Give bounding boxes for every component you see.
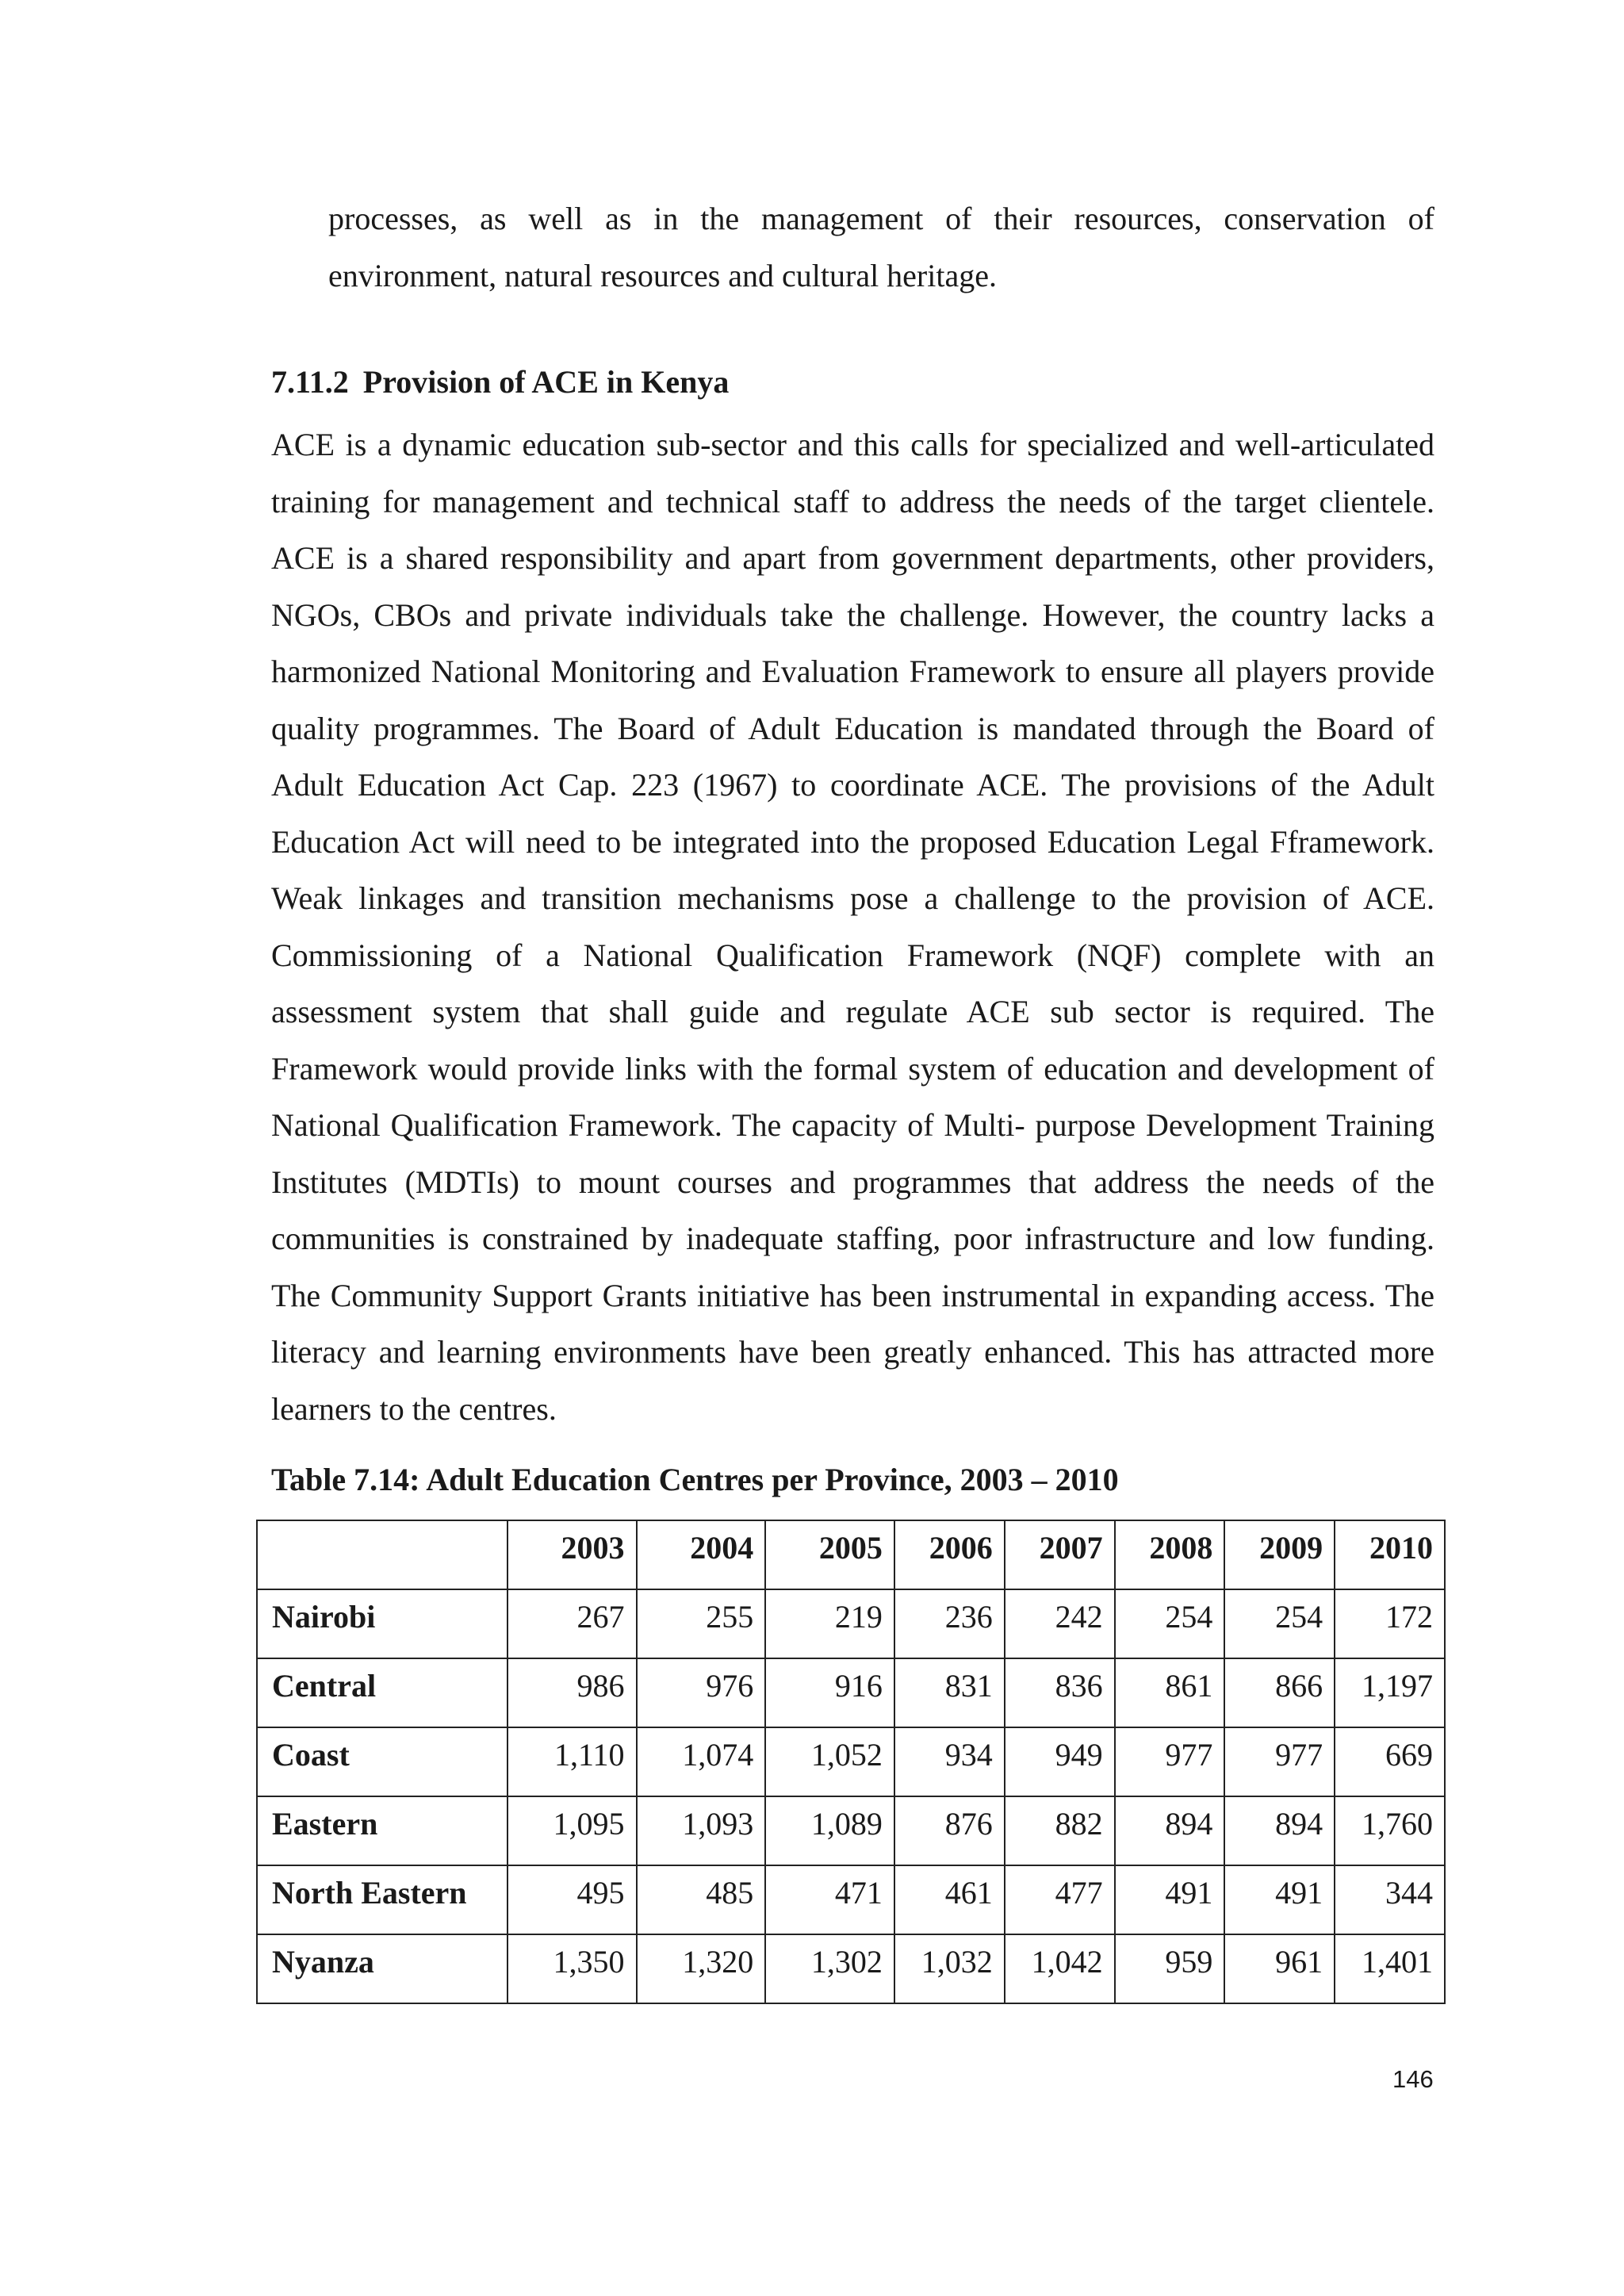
continuation-line-2: environment, natural resources and cultural heritage.	[328, 257, 997, 293]
table-cell: 485	[637, 1865, 766, 1934]
table-cell: 831	[894, 1658, 1005, 1727]
table-cell: 1,095	[508, 1796, 637, 1865]
table-cell: 894	[1115, 1796, 1225, 1865]
table-cell: 934	[894, 1727, 1005, 1796]
year-header: 2004	[637, 1520, 766, 1589]
table-corner-cell	[257, 1520, 508, 1589]
table-cell: 461	[894, 1865, 1005, 1934]
section-heading	[271, 363, 729, 401]
continuation-line-1: processes, as well as in the management of their resources, conservation of	[328, 201, 1434, 236]
year-header: 2009	[1224, 1520, 1335, 1589]
province-label: Eastern	[257, 1796, 508, 1865]
table-cell: 242	[1005, 1589, 1115, 1658]
table-cell: 254	[1224, 1589, 1335, 1658]
table-cell: 1,052	[765, 1727, 894, 1796]
table-cell: 961	[1224, 1934, 1335, 2003]
year-header: 2006	[894, 1520, 1005, 1589]
table-cell: 1,032	[894, 1934, 1005, 2003]
table-cell: 1,074	[637, 1727, 766, 1796]
table-cell: 949	[1005, 1727, 1115, 1796]
table-header-row	[257, 1520, 1445, 1589]
province-label: Coast	[257, 1727, 508, 1796]
table-row	[257, 1865, 1445, 1934]
table-cell: 1,089	[765, 1796, 894, 1865]
continuation-paragraph	[328, 190, 1434, 304]
table-caption: Table 7.14: Adult Education Centres per Province, 2003 – 2010	[271, 1462, 1119, 1497]
table-cell: 876	[894, 1796, 1005, 1865]
table-cell: 254	[1115, 1589, 1225, 1658]
table-cell: 471	[765, 1865, 894, 1934]
table-cell: 977	[1224, 1727, 1335, 1796]
table-cell: 836	[1005, 1658, 1115, 1727]
table-cell: 976	[637, 1658, 766, 1727]
year-header: 2010	[1335, 1520, 1445, 1589]
table-cell: 172	[1335, 1589, 1445, 1658]
section-title: Provision of ACE in Kenya	[362, 364, 730, 400]
table-cell: 1,042	[1005, 1934, 1115, 2003]
table-cell: 861	[1115, 1658, 1225, 1727]
table-cell: 1,093	[637, 1796, 766, 1865]
table-cell: 894	[1224, 1796, 1335, 1865]
table-row	[257, 1727, 1445, 1796]
table-cell: 1,302	[765, 1934, 894, 2003]
table-cell: 866	[1224, 1658, 1335, 1727]
table-row	[257, 1934, 1445, 2003]
table-cell: 977	[1115, 1727, 1225, 1796]
table-cell: 491	[1224, 1865, 1335, 1934]
table-cell: 219	[765, 1589, 894, 1658]
province-label: Nairobi	[257, 1589, 508, 1658]
page-number: 146	[1392, 2065, 1434, 2093]
table-cell: 1,760	[1335, 1796, 1445, 1865]
year-header: 2007	[1005, 1520, 1115, 1589]
table-row	[257, 1658, 1445, 1727]
table-cell: 491	[1115, 1865, 1225, 1934]
year-header: 2003	[508, 1520, 637, 1589]
year-header: 2008	[1115, 1520, 1225, 1589]
table-cell: 1,350	[508, 1934, 637, 2003]
table-cell: 267	[508, 1589, 637, 1658]
table-cell: 882	[1005, 1796, 1115, 1865]
table-cell: 477	[1005, 1865, 1115, 1934]
table-row	[257, 1589, 1445, 1658]
body-paragraph: ACE is a dynamic education sub-sector and this calls for specialized and well-articulated training for management and technical staff to address the needs of the target clientele. ACE is a shared responsibility and apart from government departments, other providers, NGOs, CBOs and private individuals take the challenge. However, the country lacks a harmonized National Monitoring and Evaluation Framework to ensure all players provide quality programmes. The Board of Adult Education is mandated through the Board of Adult Education Act Cap. 223 (1967) to coordinate ACE. The provisions of the Adult Education Act will need to be integrated into the proposed Education Legal Fframework. Weak linkages and transition mechanisms pose a challenge to the provision of ACE. Commissioning of a National Qualification Framework (NQF) complete with an assessment system that shall guide and regulate ACE sub sector is required. The Framework would provide links with the formal system of education and development of National Qualification Framework. The capacity of Multi- purpose Development Training Institutes (MDTIs) to mount courses and programmes that address the needs of the communities is constrained by inadequate staffing, poor infrastructure and low funding. The Community Support Grants initiative has been instrumental in expanding access. The literacy and learning environments have been greatly enhanced. This has attracted more learners to the centres.	[271, 427, 1434, 1427]
centres-table	[256, 1520, 1446, 2004]
table-cell: 1,110	[508, 1727, 637, 1796]
year-header: 2005	[765, 1520, 894, 1589]
province-label: Nyanza	[257, 1934, 508, 2003]
table-cell: 495	[508, 1865, 637, 1934]
table-cell: 236	[894, 1589, 1005, 1658]
table-cell: 669	[1335, 1727, 1445, 1796]
section-number: 7.11.2	[271, 364, 349, 400]
province-label: North Eastern	[257, 1865, 508, 1934]
province-label: Central	[257, 1658, 508, 1727]
table-cell: 916	[765, 1658, 894, 1727]
table-cell: 344	[1335, 1865, 1445, 1934]
table-cell: 255	[637, 1589, 766, 1658]
table-cell: 1,197	[1335, 1658, 1445, 1727]
table-cell: 1,320	[637, 1934, 766, 2003]
table-cell: 959	[1115, 1934, 1225, 2003]
table-cell: 1,401	[1335, 1934, 1445, 2003]
table-cell: 986	[508, 1658, 637, 1727]
table-row	[257, 1796, 1445, 1865]
